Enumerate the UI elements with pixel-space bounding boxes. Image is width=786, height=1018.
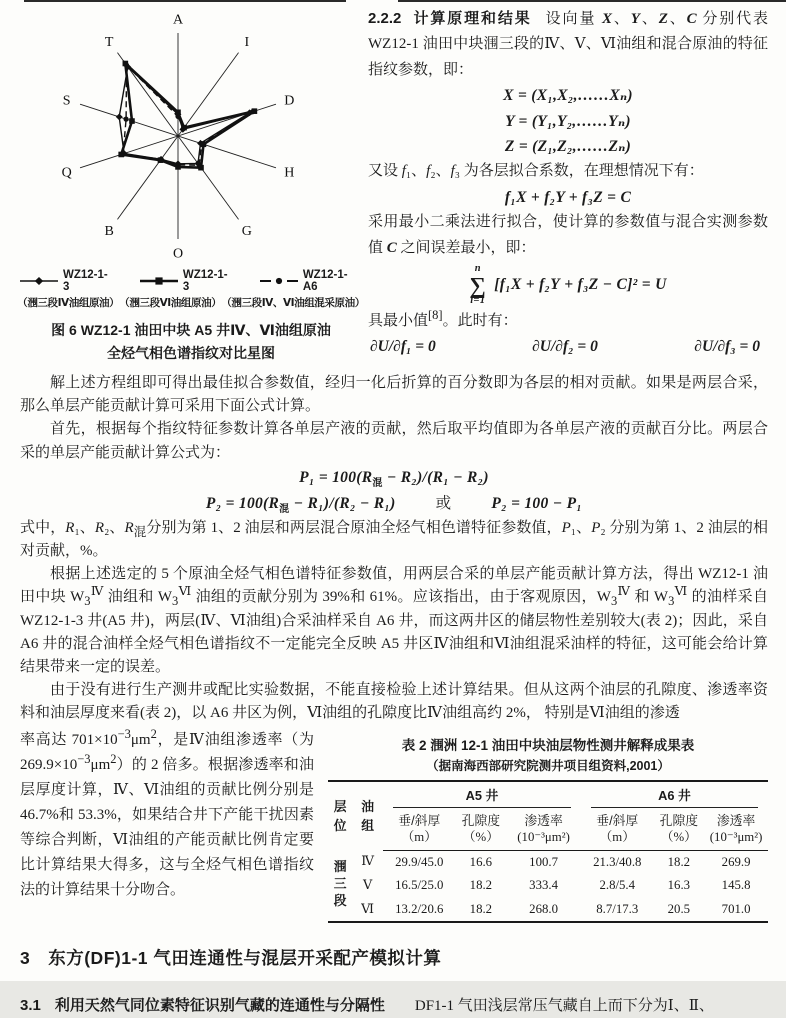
subheader-porosity-a5: 孔隙度 （%）	[456, 809, 507, 851]
cell-a5-porosity: 18.2	[469, 901, 493, 916]
partial-3: ∂U/∂f₃ = 0	[694, 338, 760, 356]
table-subtitle: （据南海西部研究院测井项目组资料,2001）	[426, 758, 670, 773]
paragraph-minimum: 具最小值[8]。此时有：	[368, 307, 518, 329]
cell-a6-thickness: 21.3/40.8	[593, 854, 642, 869]
table-row	[328, 898, 768, 923]
paragraph-first: 首先，根据每个指纹特征参数计算各单层产液的贡献，然后取平均值即为各单层产液的贡献百分比。两层合采的单层产能贡献计算公式为：	[20, 421, 768, 461]
stub-formation: 涠三段	[333, 859, 347, 909]
section-3-1-text: DF1-1 气田浅层常压气藏自上而下分为Ⅰ、Ⅱ、	[414, 998, 714, 1015]
svg-text:B: B	[104, 224, 114, 240]
figure-caption-line2: 全烃气相色谱指纹对比星图	[107, 345, 275, 361]
chart-legend	[17, 269, 365, 310]
equation-fit: f₁X + f₂Y + f₃Z = C	[504, 188, 632, 206]
svg-text:G: G	[241, 224, 252, 240]
cell-a6-porosity: 18.2	[667, 854, 691, 869]
well-properties-table	[328, 780, 768, 924]
cell-a6-porosity: 20.5	[667, 901, 691, 916]
cell-a6-thickness: 2.8/5.4	[599, 878, 636, 893]
scan-artifact-line	[398, 0, 786, 2]
svg-text:T: T	[104, 34, 114, 50]
paragraph-least-squares: 采用最小二乘法进行拟合，使计算的参数值与混合实测参数值 C 之间误差最小，即：	[368, 214, 768, 256]
cell-group: Ⅴ	[362, 878, 373, 893]
figure-caption-line1: 图 6 WZ12-1 油田中块 A5 井Ⅳ、Ⅵ油组原油	[51, 322, 331, 338]
partial-1: ∂U/∂f₁ = 0	[370, 338, 436, 356]
cell-a5-permeability: 268.0	[529, 901, 558, 916]
line-square-marker-icon	[140, 275, 178, 287]
section-heading: 2.2.2 计算原理和结果	[368, 10, 532, 27]
subheader-thickness-a6: 垂/斜厚 （m）	[581, 809, 654, 851]
legend-item-series-3	[260, 269, 362, 293]
legend-series-desc: （涠三段Ⅵ油组原油）	[119, 297, 222, 309]
header-well-a5: A5 井	[383, 781, 581, 809]
cell-a5-porosity: 18.2	[469, 878, 493, 893]
cell-group: Ⅵ	[361, 901, 375, 916]
partial-2: ∂U/∂f₂ = 0	[532, 338, 598, 356]
paragraph-intro: 2.2.2 计算原理和结果 设向量 X、Y、Z、C 分别代表 WZ12-1 油田中块涠三段的Ⅳ、Ⅴ、Ⅵ油组和混合原油的特征指纹参数，即：	[368, 10, 768, 78]
legend-series-name: WZ12-1-A6	[302, 269, 348, 293]
header-layer: 层位	[333, 798, 347, 833]
sum-body: [f₁X + f₂Y + f₃Z − C]² = U	[494, 276, 667, 294]
equation-p2-left: $P_2 = 100(R_混 - R_1)/(R_2 - R_1)$	[205, 494, 396, 515]
cell-a6-permeability: 701.0	[721, 901, 751, 916]
svg-text:I: I	[244, 34, 250, 50]
cell-a6-porosity: 16.3	[667, 878, 691, 893]
table-title: 表 2 涠洲 12-1 油田中块油层物性测井解释成果表	[401, 737, 695, 753]
or-word: 或	[435, 494, 452, 512]
subheader-permeability-a6: 渗透率 (10⁻³μm²)	[704, 809, 768, 851]
equation-vector-x: X = (X₁,X₂,……Xₙ)	[503, 87, 633, 105]
section-3-heading: 3 东方(DF)1-1 气田连通性与混层开采配产模拟计算	[20, 948, 442, 969]
line-diamond-marker-icon	[20, 275, 58, 287]
radar-star-chart	[20, 10, 362, 262]
paragraph-porosity-wide: 由于没有进行生产测井或配比实验数据，不能直接检验上述计算结果。但从这两个油层的孔隙度、渗透率资料和油层厚度来看(表 2)，以 A6 井区为例，Ⅵ油组的孔隙度比Ⅳ油组高约 2%， 特别是Ⅵ油组的渗透	[20, 682, 768, 722]
subheader-porosity-a6: 孔隙度 （%）	[654, 809, 705, 851]
legend-series-name: WZ12-1-3	[182, 269, 228, 293]
svg-text:H: H	[284, 165, 295, 181]
cell-a5-permeability: 333.4	[529, 878, 558, 893]
cell-a5-thickness: 29.9/45.0	[395, 854, 444, 869]
paragraph-porosity-narrow: 率高达 $701\times 10^{-3}\mu m^2$，是Ⅳ油组渗透率（为 $269.9\times 10^{-3}\mu m^2$）的 2 倍多。根据渗透率和油层厚度计算，Ⅳ、Ⅵ油组的贡献比例分别是 46.7%和 53.3%，如果结合井下产能干扰因素等综合判断，Ⅵ油组的产能贡献比例肯定要比计算结果大得多，这与全烃气相色谱指纹法的计算结果十分吻合。	[20, 726, 314, 898]
legend-row	[20, 269, 362, 293]
paragraph-where: 式中，R₁、R₂、$R_混$分别为第 1、2 油层和两层混合原油全烃气相色谱特征参数值，P₁、P₂ 分别为第 1、2 油层的相对贡献，%。	[20, 519, 768, 560]
top-row	[17, 6, 768, 365]
legend-item-series-1	[20, 269, 114, 293]
cell-a5-permeability: 100.7	[529, 854, 558, 869]
svg-text:O: O	[172, 246, 184, 262]
svg-text:A: A	[172, 12, 184, 28]
table-2	[328, 728, 768, 924]
dashed-line-circle-marker-icon	[260, 275, 298, 287]
svg-text:D: D	[284, 93, 295, 109]
figure-caption	[20, 319, 362, 365]
equation-sum	[368, 264, 768, 307]
legend-series-desc: （涠三段Ⅳ油组原油）	[17, 297, 120, 309]
table-row	[328, 850, 768, 874]
equation-partial-derivatives	[368, 334, 768, 359]
equation-p2	[20, 491, 768, 517]
subheader-permeability-a5: 渗透率 (10⁻³μm²)	[506, 809, 581, 851]
cell-a6-permeability: 145.8	[721, 878, 751, 893]
body-text	[20, 372, 768, 726]
equation-p2-right: P₂ = 100 − P₁	[491, 494, 583, 512]
legend-series-desc: （涠三段Ⅳ、Ⅵ油组混采原油）	[221, 297, 365, 309]
paragraph-result: 根据上述选定的 5 个原油全烃气相色谱特征参数值，用两层合采的单层产能贡献计算方法，得出 WZ12-1 油田中块 $W_3^Ⅳ$ 油组和 $W_3^Ⅵ$ 油组的贡献分别为 39%和 61%。应该指出，由于客观原因，$W_3^Ⅳ$ 和 $W_3^Ⅵ$ 的油样采自 WZ12-1-3 井(A5 井)，两层(Ⅳ、Ⅵ油组)合采油样采自 A6 井，而这两井区的储层物性差别较大(表 2)；因此，采自 A6 井的混合油样全烃气相色谱指纹不一定能完全反映 A5 井区Ⅳ油组和Ⅵ油组混采油样的特征，这可能会给计算结果带来一定的误差。	[20, 566, 768, 676]
equation-vector-z: Z = (Z₁,Z₂,……Zₙ)	[504, 138, 632, 156]
subheader-thickness-a5: 垂/斜厚 （m）	[383, 809, 456, 851]
cell-a6-thickness: 8.7/17.3	[596, 901, 639, 916]
sigma-with-limits: n ∑ i=1	[469, 263, 487, 307]
cell-group: Ⅳ	[361, 854, 374, 869]
svg-text:S: S	[62, 93, 71, 109]
section-3-1: 3.1 利用天然气同位素特征识别气藏的连通性与分隔性 DF1-1 气田浅层常压气藏自上而下分为Ⅰ、Ⅱ、	[20, 997, 714, 1015]
legend-descriptions	[17, 295, 365, 310]
equation-vector-y: Y = (Y₁,Y₂,……Yₙ)	[505, 112, 631, 130]
cell-a5-porosity: 16.6	[469, 854, 493, 869]
scan-artifact-line	[24, 0, 346, 2]
equation-p1: $P_1 = 100(R_混 - R_2)/(R_1 - R_2)$	[299, 468, 489, 489]
cell-a6-permeability: 269.9	[721, 854, 751, 869]
legend-series-name: WZ12-1-3	[63, 269, 108, 293]
legend-item-series-2	[140, 269, 234, 293]
paragraph-coefficients: 又设 f₁、f₂、f₃ 为各层拟合系数，在理想情况下有：	[368, 163, 704, 180]
table-row	[328, 874, 768, 898]
paragraph-solve: 解上述方程组即可得出最佳拟合参数值，经归一化后折算的百分数即为各层的相对贡献。如果是两层合采，那么单层产能贡献计算可采用下面公式计算。	[20, 375, 768, 415]
header-oil-group: 油组	[361, 798, 374, 833]
cell-a5-thickness: 13.2/20.6	[395, 901, 444, 916]
figure-6	[17, 6, 365, 365]
cell-a5-thickness: 16.5/25.0	[395, 878, 444, 893]
section-2-2-2	[368, 6, 768, 360]
header-well-a6: A6 井	[581, 781, 768, 809]
bottom-row	[20, 728, 768, 924]
svg-text:Q: Q	[61, 165, 72, 181]
